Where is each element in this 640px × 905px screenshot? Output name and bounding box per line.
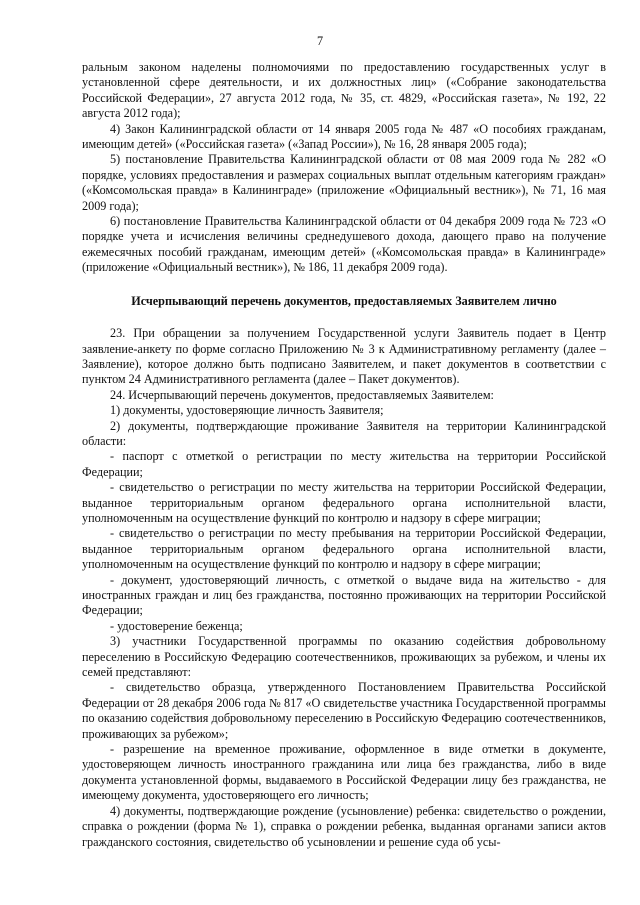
paragraph-24: 24. Исчерпывающий перечень документов, предоставляемых Заявителем: <box>110 387 494 402</box>
list-item-4: 4) документы, подтверждающие рождение (усыновление) ребенка: свидетельство о рождении, справка о рождении (форма № 1), справка о рождении ребенка, выданная органами записи актов гражданского состояния, свидетельство об усыновлении и решение суда об усы- <box>82 803 606 849</box>
paragraph-item-5: 5) постановление Правительства Калининградской области от 08 мая 2009 года № 282 «О порядке, условиях предоставления и размерах социальных выплат отдельным категориям граждан» («Комсомольская правда» в Калининграде» (приложение «Официальный вестник»), № 71, 16 мая 2009 года); <box>82 152 606 213</box>
paragraph-23: 23. При обращении за получением Государственной услуги Заявитель подает в Центр заявление-анкету по форме согласно Приложению № 3 к Административному регламенту (далее – Заявление), которое должно быть подписано Заявителем, и пакет документов в соответствии с пунктом 24 Административного регламента (далее – Пакет документов). <box>82 326 606 387</box>
list-subitem: - удостоверение беженца; <box>110 618 243 633</box>
list-item-3: 3) участники Государственной программы по оказанию содействия добровольному переселению в Российскую Федерацию соотечественников, проживающих за рубежом, и члены их семей представляют: <box>82 634 606 680</box>
document-body <box>82 60 606 850</box>
list-item-1: 1) документы, удостоверяющие личность Заявителя; <box>110 403 384 418</box>
list-subitem: - паспорт с отметкой о регистрации по месту жительства на территории Российской Федерации; <box>82 449 606 479</box>
section-heading: Исчерпывающий перечень документов, предоставляемых Заявителем лично <box>131 293 557 308</box>
list-item-2: 2) документы, подтверждающие проживание Заявителя на территории Калининградской области: <box>82 418 606 448</box>
list-subitem: - свидетельство о регистрации по месту пребывания на территории Российской Федерации, выданное территориальным органом федерального органа исполнительной власти, уполномоченным на осуществление функций по контролю и надзору в сфере миграции; <box>82 526 606 572</box>
list-subitem: - свидетельство о регистрации по месту жительства на территории Российской Федерации, выданное территориальным органом федерального органа исполнительной власти, уполномоченным на осуществление функций по контролю и надзору в сфере миграции; <box>82 480 606 525</box>
list-subitem: - документ, удостоверяющий личность, с отметкой о выдаче вида на жительство - для иностранных граждан и лиц без гражданства, постоянно проживающих на территории Российской Федерации; <box>82 572 606 618</box>
paragraph-item-6: 6) постановление Правительства Калининградской области от 04 декабря 2009 года № 723 «О порядке учета и исчисления величины среднедушевого дохода, дающего право на получение ежемесячных пособий гражданам, имеющим детей» («Комсомольская правда» в Калининграде» (приложение «Официальный вестник»), № 186, 11 декабря 2009 года). <box>82 214 606 275</box>
list-subitem: - свидетельство образца, утвержденного Постановлением Правительства Российской Федерации от 28 декабря 2006 года № 817 «О свидетельстве участника Государственной программы по оказанию содействия добровольному переселению в Российскую Федерацию соотечественников, проживающих за рубежом»; <box>82 680 606 741</box>
page-number: 7 <box>316 34 324 48</box>
list-subitem: - разрешение на временное проживание, оформленное в виде отметки в документе, удостоверяющем личность иностранного гражданина или лица без гражданства, либо в виде документа установленной формы, выдаваемого в Российской Федерации лицу без гражданства, не имеющему документа, удостоверяющего его личность; <box>82 742 606 803</box>
paragraph-continuation: ральным законом наделены полномочиями по предоставлению государственных услуг в установленной сфере деятельности, и их должностных лиц» («Собрание законодательства Российской Федерации», 27 августа 2012 года, № 35, ст. 4829, «Российская газета», № 192, 22 августа 2012 года); <box>82 60 606 121</box>
paragraph-item-4: 4) Закон Калининградской области от 14 января 2005 года № 487 «О пособиях гражданам, имеющим детей» («Российская газета» («Запад России»), № 16, 28 января 2005 года); <box>82 121 606 152</box>
